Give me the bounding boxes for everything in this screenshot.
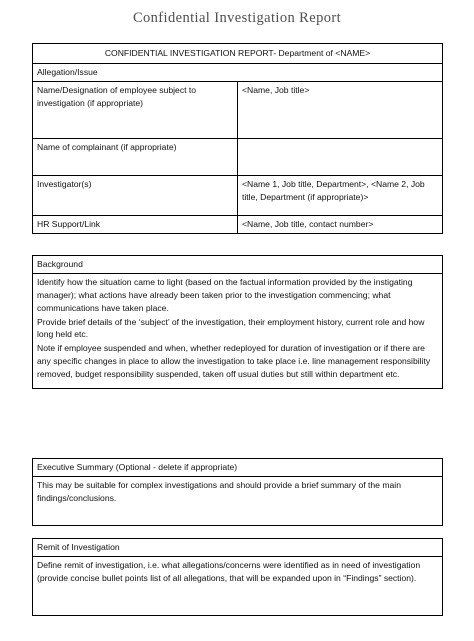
employee-value[interactable]: <Name, Job title>	[238, 81, 443, 138]
complainant-value[interactable]	[238, 138, 443, 175]
details-header-row	[33, 44, 443, 64]
executive-summary-paragraph: This may be suitable for complex investigations and should provide a brief summary of the main findings/conclusions.	[37, 479, 401, 503]
remit-heading: Remit of Investigation	[33, 539, 443, 557]
allegation-label[interactable]: Allegation/Issue	[33, 63, 443, 81]
background-heading: Background	[33, 256, 443, 274]
hr-support-value[interactable]: <Name, Job title, contact number>	[238, 215, 443, 233]
table-row	[33, 81, 443, 138]
remit-section	[32, 538, 443, 616]
investigator-label: Investigator(s)	[33, 175, 238, 215]
background-paragraph: Provide brief details of the ‘subject’ of the investigation, their employment history, current role and how long held etc.	[37, 316, 425, 340]
remit-paragraph: Define remit of investigation, i.e. what allegations/concerns were identified as in need of investigation (provide concise bullet points list of all allegations, that will be expanded upon in “Findings” section).	[37, 559, 421, 583]
table-row	[33, 138, 443, 175]
details-header[interactable]: CONFIDENTIAL INVESTIGATION REPORT- Department of <NAME>	[33, 44, 443, 64]
employee-label: Name/Designation of employee subject to investigation (if appropriate)	[33, 81, 238, 138]
executive-summary-section	[32, 458, 443, 526]
remit-body[interactable]	[33, 556, 443, 615]
table-row	[33, 175, 443, 215]
investigator-value[interactable]: <Name 1, Job title, Department>, <Name 2, Job title, Department (if appropriate)>	[238, 175, 443, 215]
allegation-row	[33, 63, 443, 81]
hr-support-label: HR Support/Link	[33, 215, 238, 233]
executive-summary-body[interactable]	[33, 476, 443, 525]
background-body[interactable]	[33, 273, 443, 388]
details-table	[32, 43, 443, 234]
complainant-label: Name of complainant (if appropriate)	[33, 138, 238, 175]
background-paragraph: Identify how the situation came to light (based on the factual information provided by the instigating manager); what actions have already been taken prior to the investigation commencing; what communications have taken place.	[37, 276, 413, 313]
background-paragraph: Note if employee suspended and when, whether redeployed for duration of investigation or if there are any specific changes in place to allow the investigation to take place i.e. line management responsibility removed, budget responsibility suspended, taken off usual duties but still within department etc.	[37, 343, 431, 380]
table-row	[33, 215, 443, 233]
document-title: Confidential Investigation Report	[132, 10, 342, 26]
executive-summary-heading: Executive Summary (Optional - delete if appropriate)	[33, 459, 443, 477]
background-section	[32, 255, 443, 389]
